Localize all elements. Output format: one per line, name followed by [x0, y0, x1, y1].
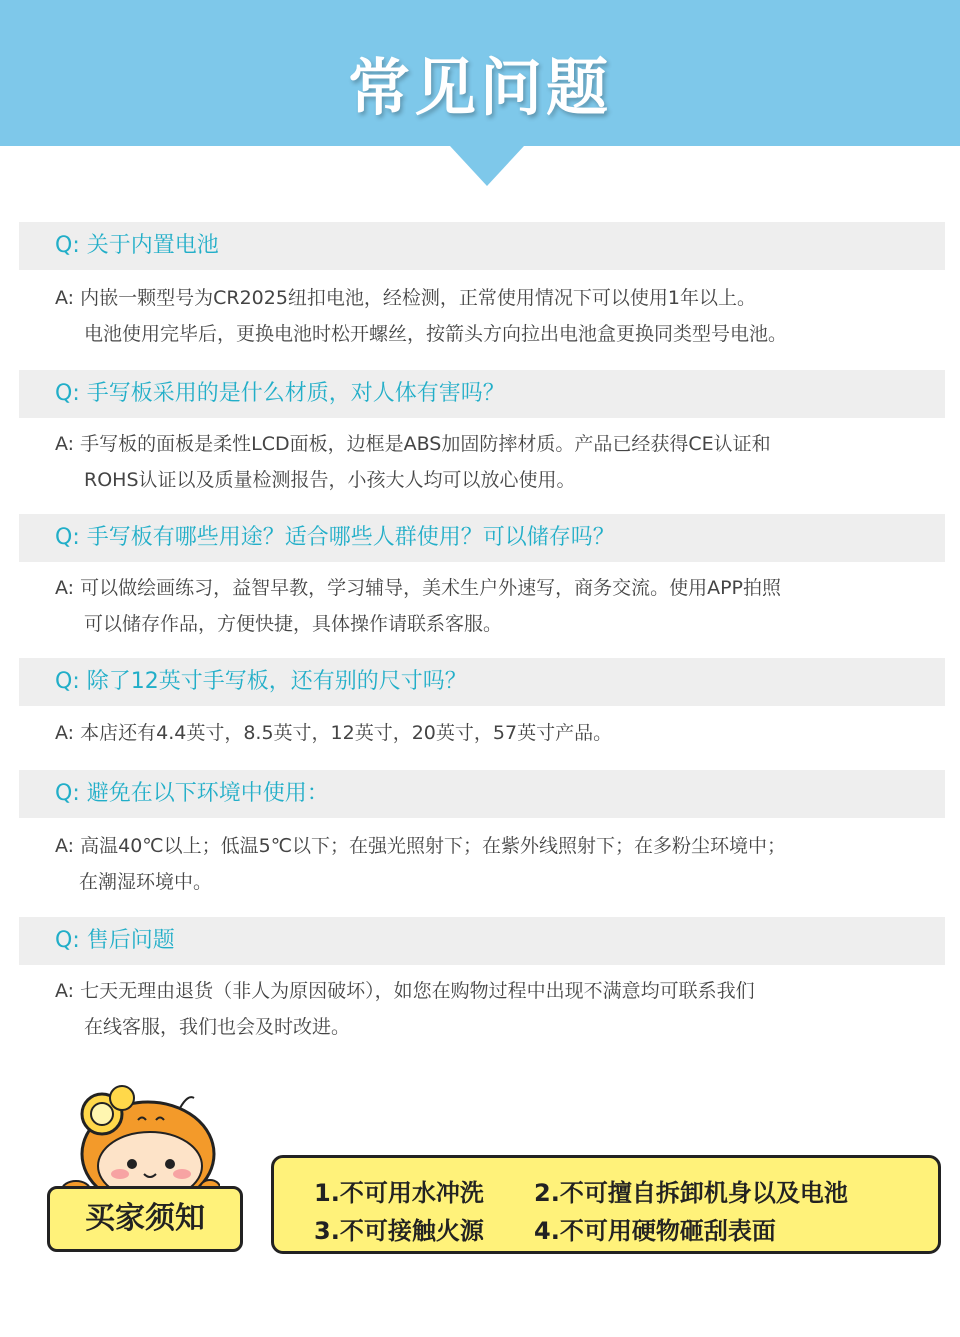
faq-question: Q: 关于内置电池 — [19, 222, 945, 270]
faq-answer — [19, 706, 945, 751]
faq-answer-line: 在线客服，我们也会及时改进。 — [84, 1016, 351, 1038]
faq-answer — [19, 270, 945, 352]
faq-answer-line: ROHS认证以及质量检测报告，小孩大人均可以放心使用。 — [84, 469, 576, 491]
faq-item — [19, 514, 945, 642]
faq-answer — [19, 418, 945, 498]
faq-answer-line: 可以储存作品，方便快捷，具体操作请联系客服。 — [84, 613, 503, 635]
faq-answer-line: A: 本店还有4.4英寸，8.5英寸，12英寸，20英寸，57英寸产品。 — [55, 722, 613, 744]
faq-answer — [19, 562, 945, 642]
buyer-notice-sign: 买家须知 — [47, 1186, 243, 1252]
faq-answer-line: 在潮湿环境中。 — [79, 871, 213, 893]
faq-item — [19, 370, 945, 498]
faq-answer — [19, 818, 945, 900]
notice-rule: 3.不可接触火源 — [314, 1217, 484, 1245]
faq-answer-line: A: 内嵌一颗型号为CR2025纽扣电池，经检测，正常使用情况下可以使用1年以上。 — [55, 287, 757, 309]
faq-answer-line: A: 七天无理由退货（非人为原因破坏），如您在购物过程中出现不满意均可联系我们 — [55, 980, 755, 1002]
faq-answer-line: A: 手写板的面板是柔性LCD面板，边框是ABS加固防摔材质。产品已经获得CE认证和 — [55, 433, 771, 455]
faq-item — [19, 917, 945, 1045]
faq-item — [19, 658, 945, 751]
notice-rule: 2.不可擅自拆卸机身以及电池 — [534, 1179, 848, 1207]
faq-question: Q: 售后问题 — [19, 917, 945, 965]
faq-question: Q: 手写板有哪些用途？适合哪些人群使用？可以储存吗？ — [19, 514, 945, 562]
faq-item — [19, 222, 945, 352]
faq-answer-line: A: 高温40℃以上；低温5℃以下；在强光照射下；在紫外线照射下；在多粉尘环境中； — [55, 835, 787, 857]
page-title: 常见问题 — [347, 51, 612, 124]
faq-question: Q: 避免在以下环境中使用： — [19, 770, 945, 818]
faq-question: Q: 除了12英寸手写板，还有别的尺寸吗？ — [19, 658, 945, 706]
banner-pointer — [450, 146, 524, 186]
faq-item — [19, 770, 945, 900]
faq-answer-line: A: 可以做绘画练习，益智早教，学习辅导，美术生户外速写，商务交流。使用APP拍照 — [55, 577, 782, 599]
mascot-illustration — [40, 1082, 220, 1197]
notice-rule: 4.不可用硬物砸刮表面 — [534, 1217, 776, 1245]
faq-answer-line: 电池使用完毕后，更换电池时松开螺丝，按箭头方向拉出电池盒更换同类型号电池。 — [84, 323, 788, 345]
notice-rule: 1.不可用水冲洗 — [314, 1179, 484, 1207]
faq-answer — [19, 965, 945, 1045]
faq-question: Q: 手写板采用的是什么材质，对人体有害吗？ — [19, 370, 945, 418]
